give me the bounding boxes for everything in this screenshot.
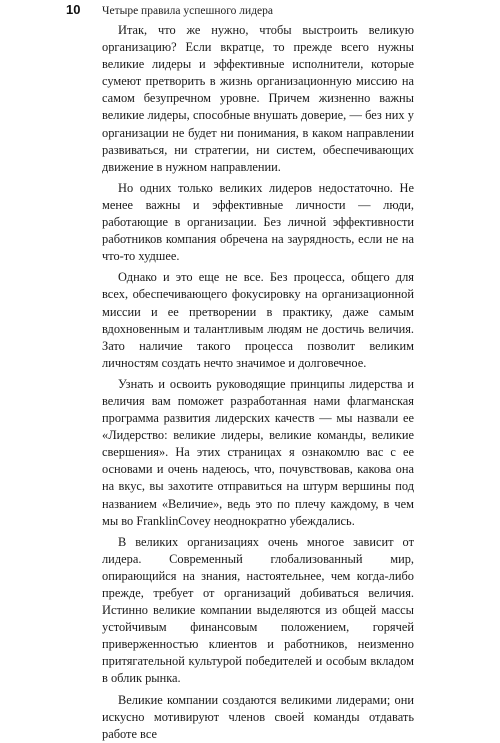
paragraph-1: Итак, что же нужно, чтобы выстроить великую организацию? Если вкратце, то прежде всего нужны великие лидеры и эффективные исполнители, которые сумеют претворить в жизнь организационную миссию на самом безупречном уровне. Причем жизненно важны великие лидеры, способные внушать доверие, — без них у организации не будет ни понимания, в каком направлении развиваться, ни стратегии, ни систем, обеспечивающих движение в нужном направлении. xyxy=(102,23,414,174)
running-head xyxy=(66,2,273,16)
running-title: Четыре правила успешного лидера xyxy=(102,5,274,17)
paragraph-4: Узнать и освоить руководящие принципы лидерства и величия вам поможет разработанная нами флагманская программа развития лидерских качеств — мы назвали ее «Лидерство: великие лидеры, великие команды, великие свершения». На этих страницах я ознакомлю вас с ее основами и очень надеюсь, что, почувствовав, какова она на вкус, вы захотите отправиться на штурм вершины под названием «Величие», ведь это по плечу каждому, в чем мы во FranklinCovey неоднократно убеждались. xyxy=(102,376,414,528)
page-number: 10 xyxy=(66,2,81,17)
paragraph-5: В великих организациях очень многое зависит от лидера. Современный глобализованный мир, опирающийся на знания, настоятельнее, чем когда-либо прежде, требует от организаций добиваться величия. Истинно великие компании выделяются из общей массы устойчивым финансовым положением, горячей приверженностью клиентов и работников, неизменно притягательной культурой победителей и особым вкладом в облик рынка. xyxy=(102,534,414,686)
paragraph-6: Великие компании создаются великими лидерами; они искусно мотивируют членов своей команды отдавать работе все xyxy=(102,692,414,741)
paragraph-3: Однако и это еще не все. Без процесса, общего для всех, обеспечивающего фокусировку на организационной миссии и ее претворении в практику, даже самым вдохновенным и талантливым людям не достичь величия. Зато наличие такого процесса позволит великим личностям создать нечто значимое и долговечное. xyxy=(102,270,414,370)
body-text xyxy=(102,22,414,743)
paragraph-2: Но одних только великих лидеров недостаточно. Не менее важны и эффективные личности — люди, работающие в организации. Без личной эффективности работников компания обречена на заурядность, если не на что-то худшее. xyxy=(102,180,414,264)
